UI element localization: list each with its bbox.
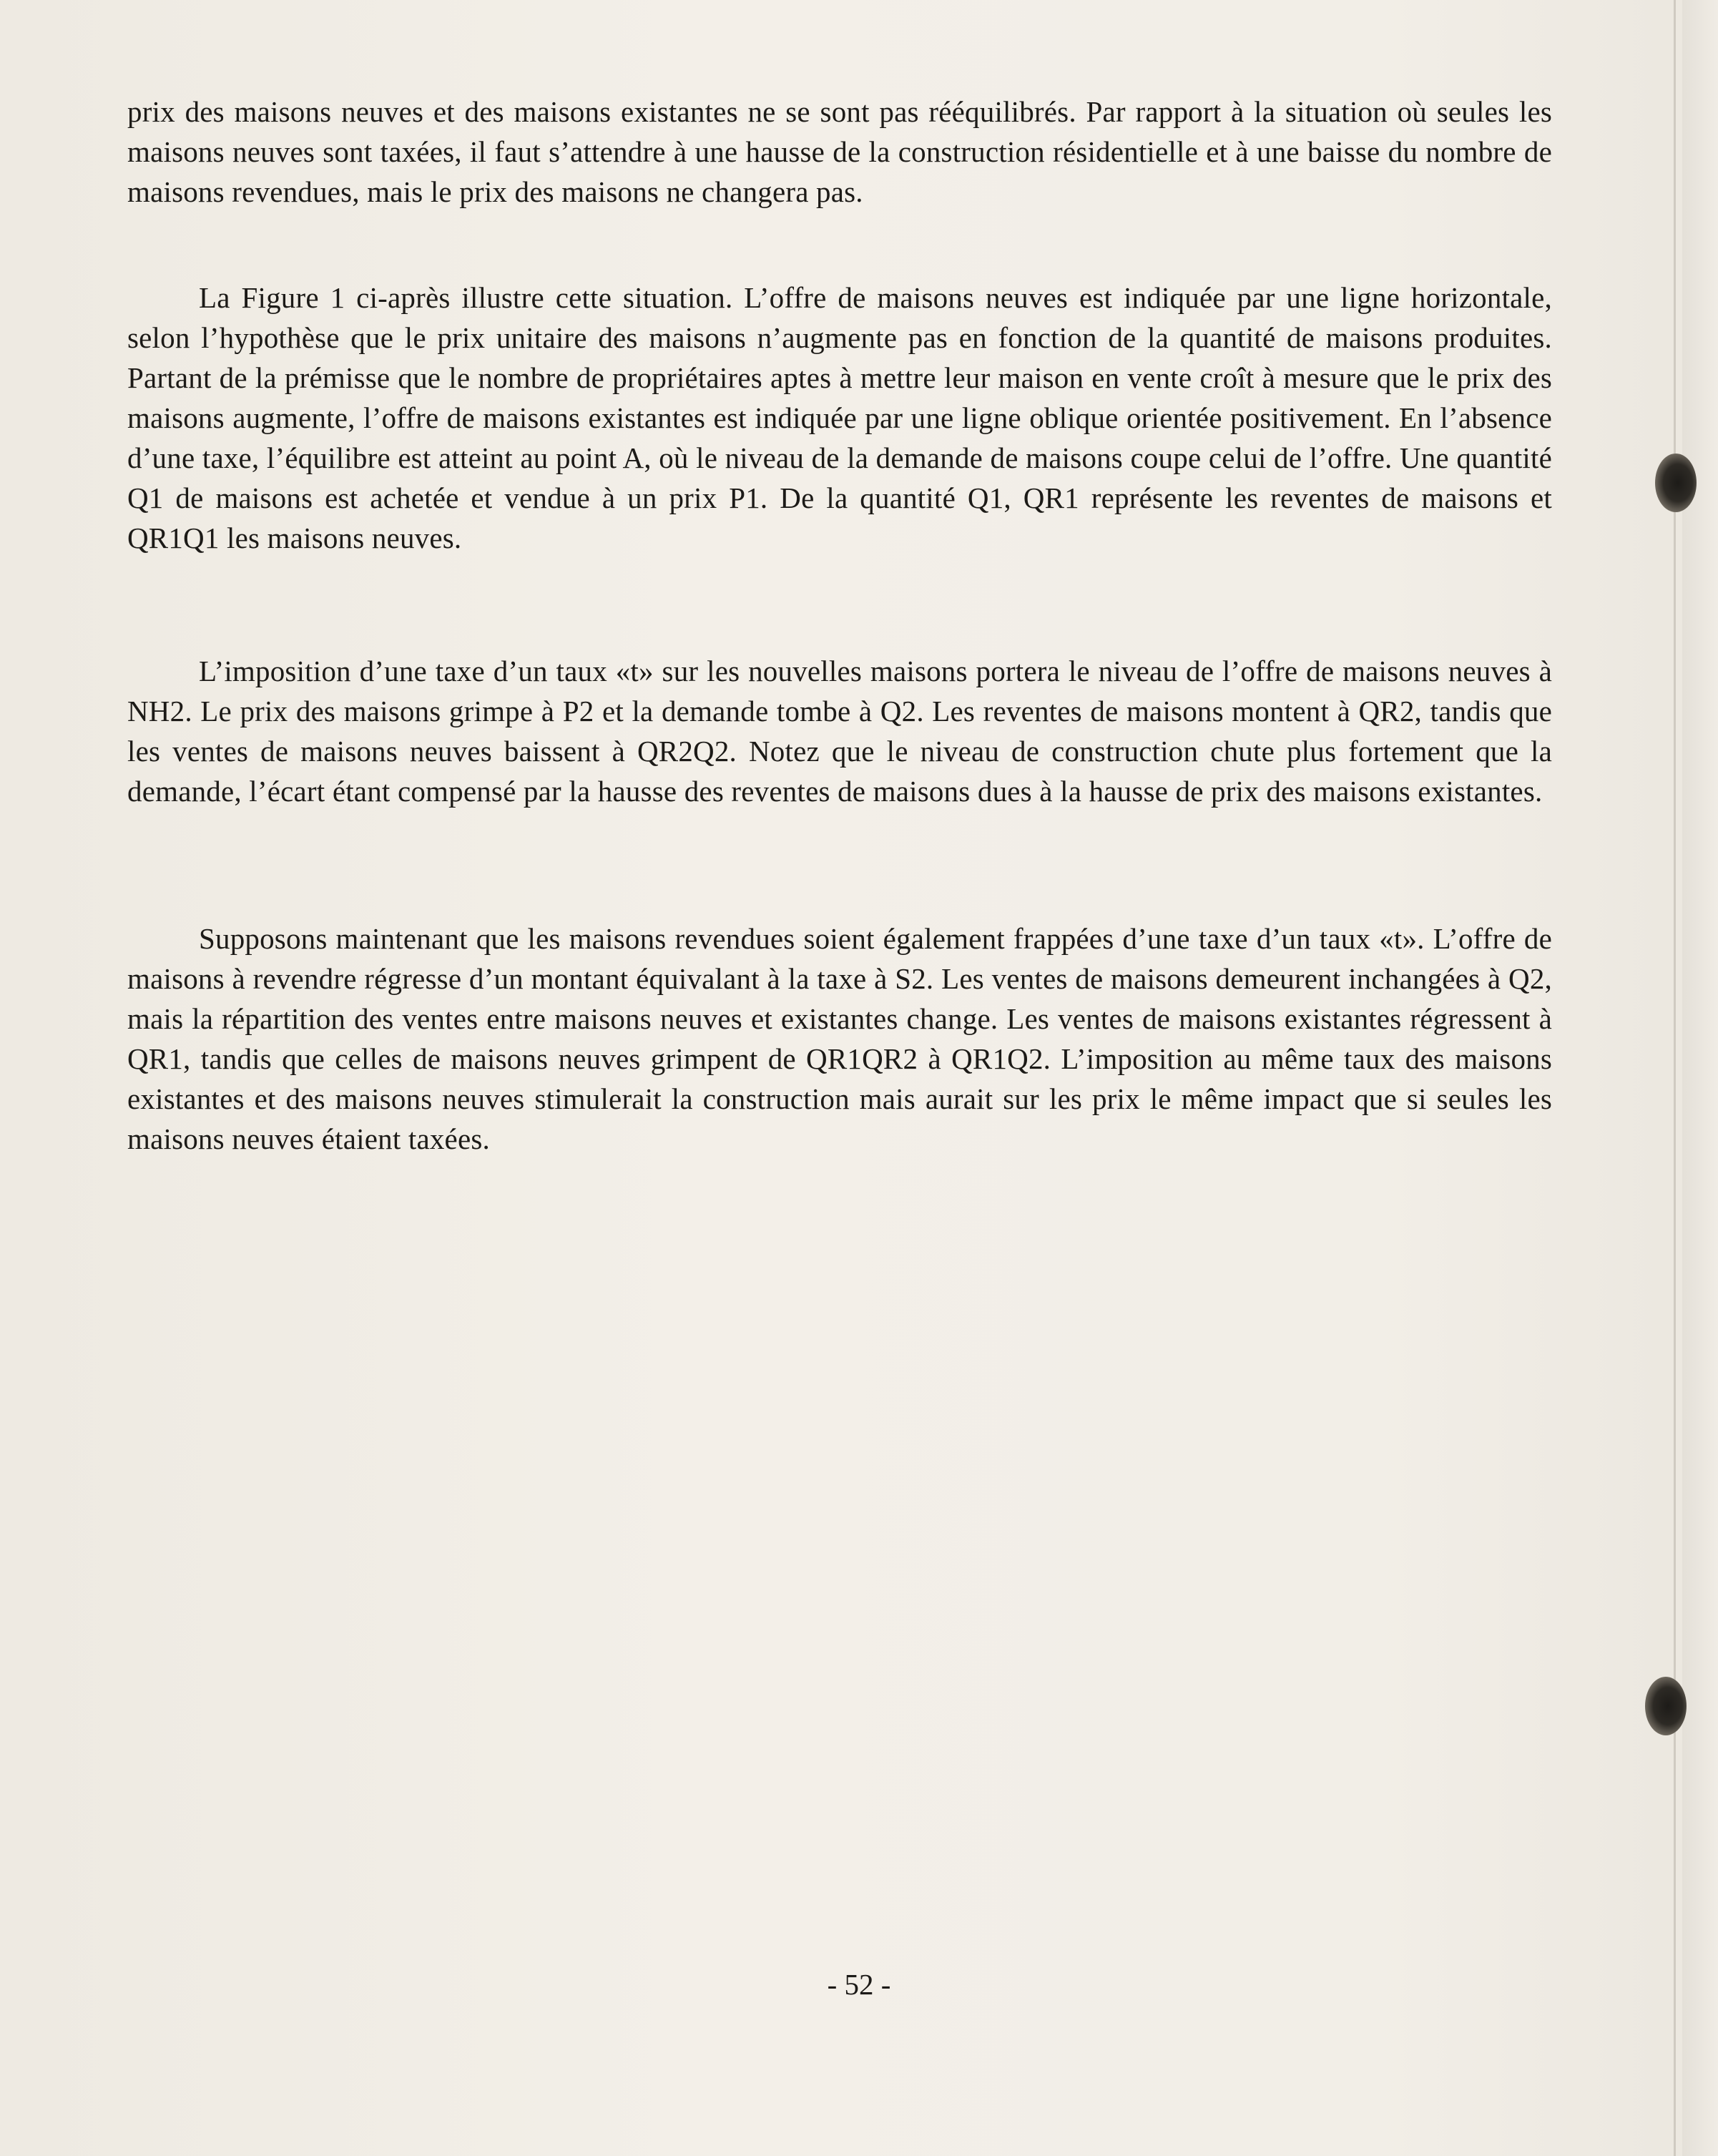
body-paragraph-1: prix des maisons neuves et des maisons existantes ne se sont pas rééquilibrés. Par rapport à la situation où seules les maisons neuves sont taxées, il faut s’attendre à une hausse de la construction résidentielle et à une baisse du nombre de maisons revendues, mais le prix des maisons ne changera pas. (127, 95, 1552, 208)
page-margin-strip (1682, 0, 1718, 2156)
page-edge-shadow (1674, 0, 1676, 2156)
binder-hole-icon (1645, 1677, 1687, 1735)
body-paragraph-4: Supposons maintenant que les maisons revendues soient également frappées d’une taxe d’un taux «t». L’offre de maisons à revendre régresse d’un montant équivalant à la taxe à S2. Les ventes de maisons demeurent inchangées à Q2, mais la répartition des ventes entre maisons neuves et existantes change. Les ventes de maisons existantes régressent à QR1, tandis que celles de maisons neuves grimpent de QR1QR2 à QR1Q2. L’imposition au même taux des maisons existantes et des maisons neuves stimulerait la construction mais aurait sur les prix le même impact que si seules les maisons neuves étaient taxées. (127, 922, 1552, 1155)
body-paragraph-2: La Figure 1 ci-après illustre cette situation. L’offre de maisons neuves est indiquée par une ligne horizontale, selon l’hypothèse que le prix unitaire des maisons n’augmente pas en fonction de la quantité de maisons produites. Partant de la prémisse que le nombre de propriétaires aptes à mettre leur maison en vente croît à mesure que le prix des maisons augmente, l’offre de maisons existantes est indiquée par une ligne oblique orientée positivement. En l’absence d’une taxe, l’équilibre est atteint au point A, où le niveau de la demande de maisons coupe celui de l’offre. Une quantité Q1 de maisons est achetée et vendue à un prix P1. De la quantité Q1, QR1 représente les reventes de maisons et QR1Q1 les maisons neuves. (127, 281, 1552, 554)
page-number: - 52 - (827, 1968, 891, 2001)
binder-hole-icon (1655, 454, 1697, 512)
body-paragraph-3: L’imposition d’une taxe d’un taux «t» sur les nouvelles maisons portera le niveau de l’offre de maisons neuves à NH2. Le prix des maisons grimpe à P2 et la demande tombe à Q2. Les reventes de maisons montent à QR2, tandis que les ventes de maisons neuves baissent à QR2Q2. Notez que le niveau de construction chute plus fortement que la demande, l’écart étant compensé par la hausse des reventes de maisons dues à la hausse de prix des maisons existantes. (127, 655, 1552, 808)
